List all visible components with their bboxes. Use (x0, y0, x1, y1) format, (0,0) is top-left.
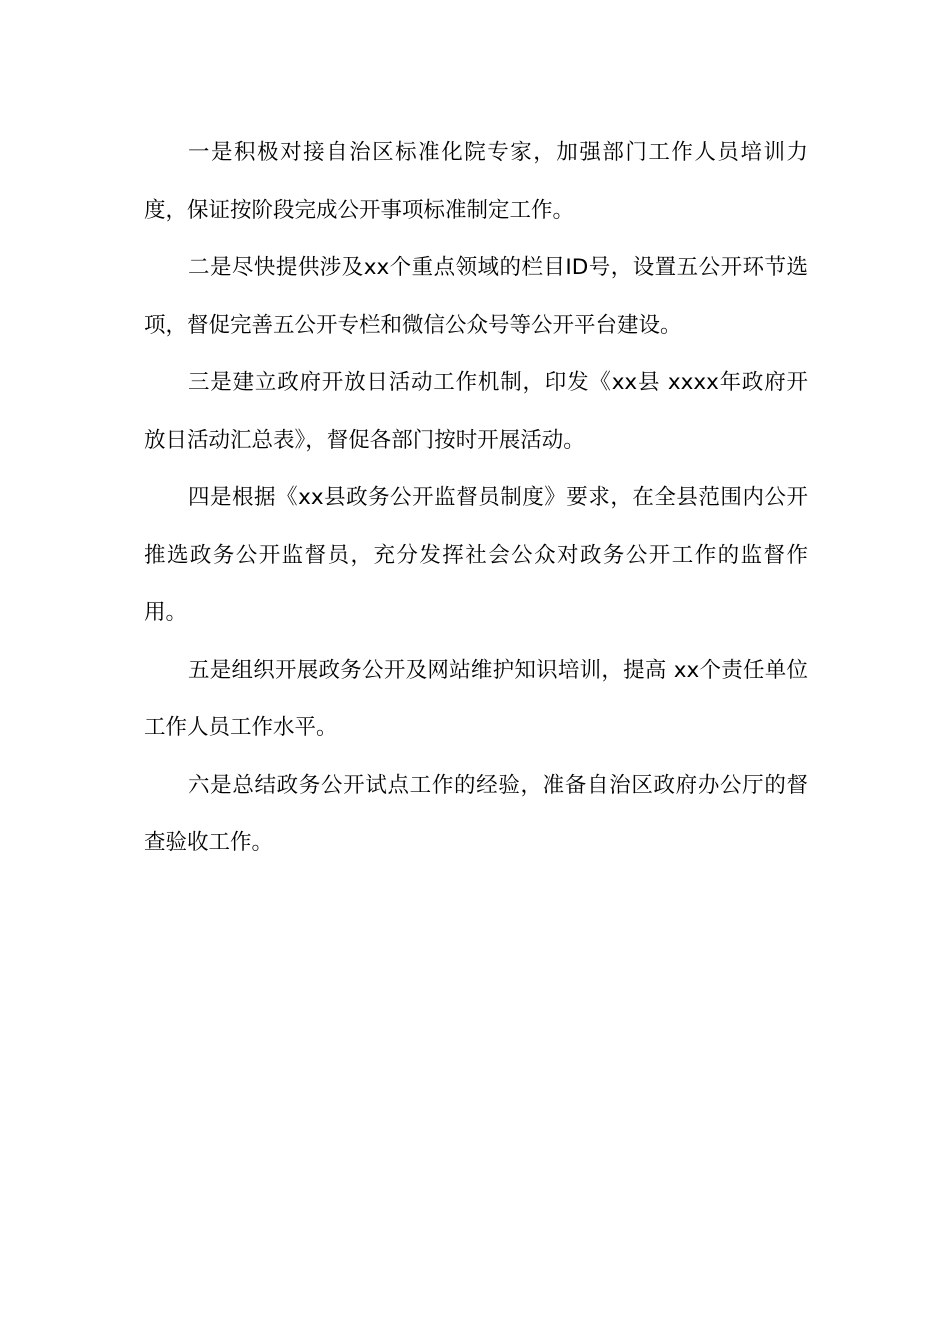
paragraph-6: 六是总结政务公开试点工作的经验，准备自治区政府办公厅的督查验收工作。 (144, 772, 808, 855)
paragraph-1: 一是积极对接自治区标准化院专家，加强部门工作人员培训力度，保证按阶段完成公开事项标准制定工作。 (144, 140, 808, 223)
paragraph-3: 三是建立政府开放日活动工作机制，印发《xx县 xxxx年政府开放日活动汇总表》，督促各部门按时开展活动。 (144, 370, 808, 453)
document-body (144, 124, 808, 872)
paragraph-2: 二是尽快提供涉及xx个重点领域的栏目ID号，设置五公开环节选项，督促完善五公开专栏和微信公众号等公开平台建设。 (144, 255, 808, 338)
paragraph-4: 四是根据《xx县政务公开监督员制度》要求，在全县范围内公开推选政务公开监督员，充分发挥社会公众对政务公开工作的监督作用。 (144, 485, 808, 625)
paragraph-5: 五是组织开展政务公开及网站维护知识培训，提高 xx个责任单位工作人员工作水平。 (144, 657, 808, 740)
